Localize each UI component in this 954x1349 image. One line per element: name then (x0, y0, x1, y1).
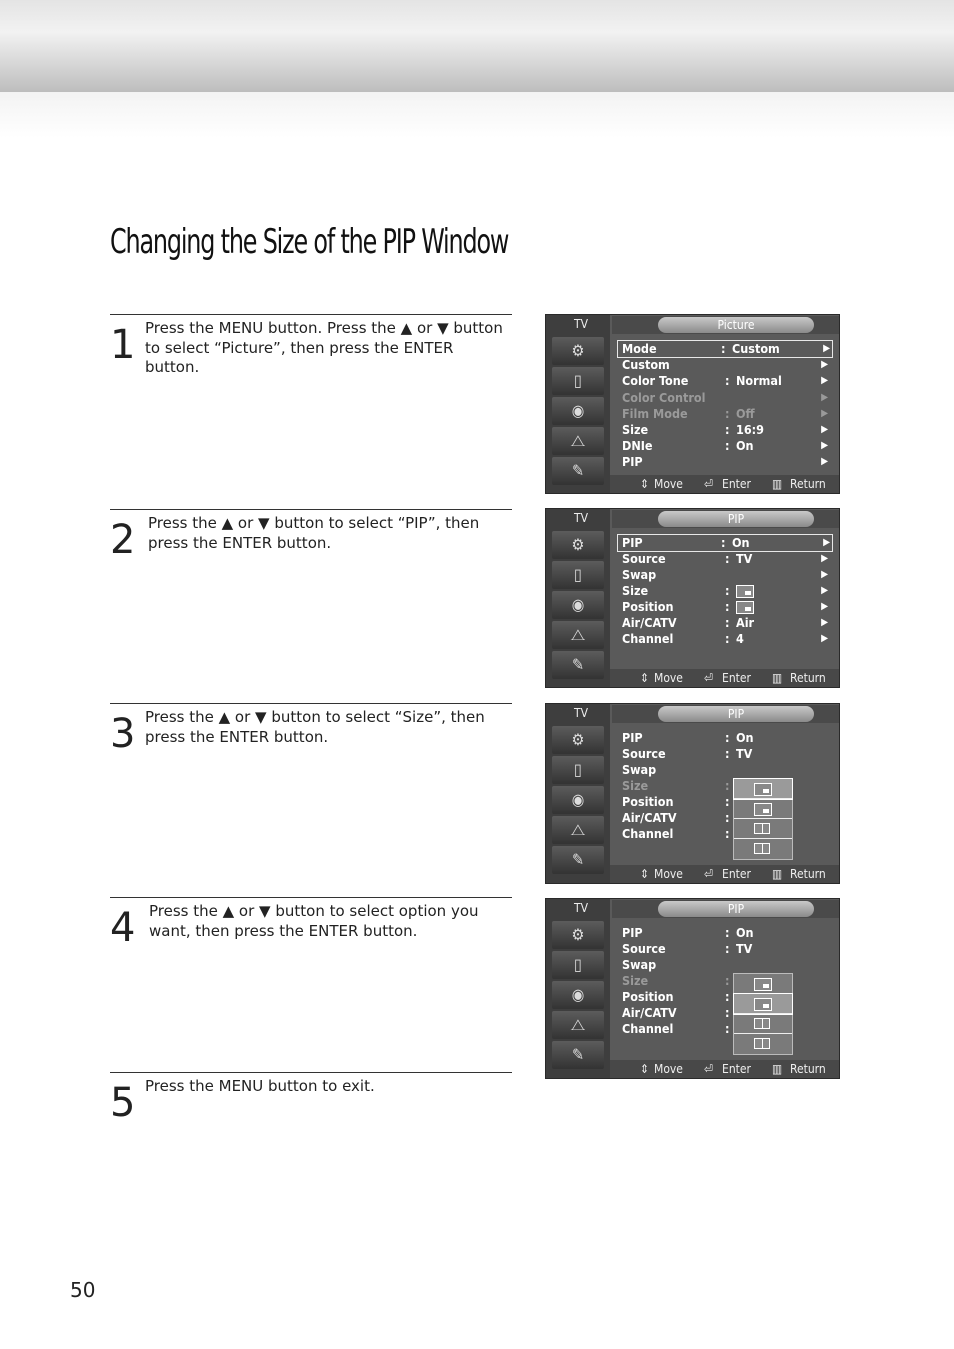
osd-row-label: Custom (622, 357, 670, 372)
pip-size-icon (736, 583, 754, 599)
osd-row-label: PIP (622, 730, 643, 745)
osd-footer-move: Move (654, 867, 683, 881)
channel-icon: ⧍ (552, 816, 604, 844)
osd-row-label: Air/CATV (622, 1005, 677, 1020)
osd-footer-return: Return (790, 867, 826, 881)
osd-row[interactable] (622, 794, 830, 810)
osd-row-value: On (736, 925, 754, 940)
colon: : (725, 1005, 730, 1020)
step-5 (110, 1072, 512, 1133)
sound-icon: ◉ (552, 786, 604, 814)
pip-double-icon (754, 1038, 770, 1049)
pip-large-icon (754, 998, 772, 1011)
osd-footer-enter: Enter (722, 1062, 751, 1076)
picture-icon: ▯ (552, 367, 604, 395)
header-fade (0, 92, 954, 138)
osd-row-label: Position (622, 794, 674, 809)
colon: : (725, 826, 730, 841)
osd-footer-enter: Enter (722, 477, 751, 491)
osd-screen-pip-size (545, 703, 840, 884)
osd-row-label: Mode (622, 341, 657, 356)
osd-row-label: Air/CATV (622, 810, 677, 825)
channel-icon: ⧍ (552, 621, 604, 649)
osd-row[interactable] (622, 357, 830, 373)
osd-row[interactable] (622, 438, 830, 454)
arrow-right-icon: ▶ (821, 601, 828, 612)
osd-footer (610, 865, 839, 883)
colon: : (725, 615, 730, 630)
setup-icon: ✎ (552, 846, 604, 874)
colon: : (725, 373, 730, 388)
step-2 (110, 509, 512, 700)
osd-row[interactable] (622, 631, 830, 647)
colon: : (725, 406, 730, 421)
step-text: Press the MENU button to exit. (145, 1077, 375, 1095)
arrow-right-icon: ▶ (821, 359, 828, 370)
osd-row-label: Swap (622, 957, 657, 972)
osd-row-value: On (732, 535, 750, 550)
pip-large-icon (754, 803, 772, 816)
osd-row-label: Source (622, 941, 666, 956)
osd-footer-enter: Enter (722, 867, 751, 881)
osd-tv-label: TV (574, 511, 588, 525)
colon: : (725, 794, 730, 809)
size-option-double-2[interactable] (734, 839, 792, 859)
sound-icon: ◉ (552, 981, 604, 1009)
colon: : (725, 989, 730, 1004)
step-text: Press the ▲ or ▼ button to select “Size”, then press the ENTER button. (145, 708, 485, 746)
osd-row[interactable] (622, 583, 830, 599)
osd-row-label: Swap (622, 567, 657, 582)
osd-row-label: Size (622, 422, 649, 437)
osd-row[interactable] (622, 925, 830, 941)
osd-title: PIP (658, 706, 814, 722)
osd-row-value: Normal (736, 373, 782, 388)
channel-icon: ⧍ (552, 427, 604, 455)
enter-icon: ⏎ (704, 671, 714, 685)
size-option-double-1[interactable] (734, 819, 792, 839)
osd-row-value: TV (736, 746, 753, 761)
input-icon: ⚙ (552, 531, 604, 559)
size-option-small[interactable] (734, 779, 792, 799)
colon: : (725, 941, 730, 956)
osd-row-label: PIP (622, 535, 643, 550)
arrow-right-icon: ▶ (821, 408, 828, 419)
step-4 (110, 897, 512, 1068)
osd-row[interactable] (622, 973, 830, 989)
osd-row[interactable] (622, 454, 830, 470)
osd-row[interactable] (622, 551, 830, 567)
osd-row[interactable] (622, 599, 830, 615)
osd-row[interactable] (622, 422, 830, 438)
osd-row[interactable] (622, 957, 830, 973)
enter-icon: ⏎ (704, 867, 714, 881)
arrow-right-icon: ▶ (823, 537, 830, 548)
osd-row[interactable] (622, 373, 830, 389)
enter-icon: ⏎ (704, 1062, 714, 1076)
osd-tv-label: TV (574, 317, 588, 331)
osd-row (622, 406, 830, 422)
osd-row-label: DNIe (622, 438, 653, 453)
arrow-right-icon: ▶ (821, 392, 828, 403)
enter-icon: ⏎ (704, 477, 714, 491)
osd-title: PIP (658, 511, 814, 527)
arrow-right-icon: ▶ (821, 440, 828, 451)
channel-icon: ⧍ (552, 1011, 604, 1039)
osd-row-label: PIP (622, 454, 643, 469)
osd-title-bar (612, 510, 839, 528)
page-title: Changing the Size of the PIP Window (110, 222, 509, 262)
osd-footer (610, 475, 839, 493)
osd-row[interactable] (618, 341, 832, 357)
step-number: 5 (110, 1080, 136, 1126)
osd-row[interactable] (622, 810, 830, 826)
pip-position-icon (736, 599, 754, 615)
colon: : (725, 810, 730, 825)
setup-icon: ✎ (552, 457, 604, 485)
step-number: 3 (110, 711, 136, 757)
osd-footer-move: Move (654, 1062, 683, 1076)
osd-row[interactable] (622, 826, 830, 842)
size-options-list (733, 778, 793, 860)
picture-icon: ▯ (552, 561, 604, 589)
setup-icon: ✎ (552, 1041, 604, 1069)
colon: : (721, 341, 726, 356)
step-text: Press the ▲ or ▼ button to select “PIP”, then press the ENTER button. (148, 514, 480, 552)
pip-double-icon (754, 823, 770, 834)
step-number: 1 (110, 322, 136, 368)
osd-row[interactable] (622, 615, 830, 631)
osd-screen-pip (545, 508, 840, 688)
colon: : (725, 778, 730, 793)
osd-row-label: Size (622, 583, 649, 598)
menu-icon: ▥ (772, 867, 783, 881)
colon: : (721, 535, 726, 550)
colon: : (725, 551, 730, 566)
move-icon: ⇕ (640, 1062, 650, 1076)
osd-tv-label: TV (574, 706, 588, 720)
osd-footer-return: Return (790, 1062, 826, 1076)
osd-title-bar (612, 316, 839, 334)
osd-row-label: Channel (622, 1021, 674, 1036)
osd-row-label: Channel (622, 826, 674, 841)
pip-small-icon (754, 978, 772, 991)
header-band (0, 0, 954, 92)
osd-screen-picture (545, 314, 840, 494)
osd-row-label: Source (622, 551, 666, 566)
colon: : (725, 583, 730, 598)
sound-icon: ◉ (552, 397, 604, 425)
osd-row-value: TV (736, 551, 753, 566)
osd-title: PIP (658, 901, 814, 917)
picture-icon: ▯ (552, 756, 604, 784)
osd-title: Picture (658, 317, 814, 333)
osd-row-value: On (736, 730, 754, 745)
osd-row[interactable] (622, 730, 830, 746)
step-text: Press the MENU button. Press the ▲ or ▼ button to select “Picture”, then press the ENTER button. (145, 319, 503, 376)
osd-title-bar (612, 900, 839, 918)
osd-row-label: Size (622, 778, 649, 793)
picture-icon: ▯ (552, 951, 604, 979)
arrow-right-icon: ▶ (821, 633, 828, 644)
step-number: 2 (110, 517, 136, 563)
colon: : (725, 730, 730, 745)
colon: : (725, 438, 730, 453)
arrow-right-icon: ▶ (821, 424, 828, 435)
osd-row-label: Color Control (622, 390, 706, 405)
arrow-right-icon: ▶ (821, 375, 828, 386)
osd-footer-move: Move (654, 477, 683, 491)
colon: : (725, 599, 730, 614)
colon: : (725, 973, 730, 988)
osd-row-label: Color Tone (622, 373, 689, 388)
size-option-double-2[interactable] (734, 1034, 792, 1054)
osd-footer-return: Return (790, 671, 826, 685)
osd-footer-return: Return (790, 477, 826, 491)
menu-icon: ▥ (772, 1062, 783, 1076)
arrow-right-icon: ▶ (821, 585, 828, 596)
arrow-right-icon: ▶ (821, 553, 828, 564)
size-option-large[interactable] (734, 994, 792, 1014)
osd-row-label: Air/CATV (622, 615, 677, 630)
colon: : (725, 631, 730, 646)
arrow-right-icon: ▶ (821, 456, 828, 467)
osd-tv-label: TV (574, 901, 588, 915)
osd-row (622, 390, 830, 406)
step-number: 4 (110, 905, 136, 951)
osd-footer (610, 669, 839, 687)
osd-row-label: PIP (622, 925, 643, 940)
colon: : (725, 746, 730, 761)
menu-icon: ▥ (772, 477, 783, 491)
osd-row-label: Channel (622, 631, 674, 646)
osd-footer (610, 1060, 839, 1078)
osd-row-value: Custom (732, 341, 780, 356)
osd-row-value: TV (736, 941, 753, 956)
osd-row-value: 4 (736, 631, 744, 646)
move-icon: ⇕ (640, 671, 650, 685)
page-number: 50 (70, 1278, 96, 1302)
input-icon: ⚙ (552, 726, 604, 754)
osd-title-bar (612, 705, 839, 723)
step-text: Press the ▲ or ▼ button to select option you want, then press the ENTER button. (149, 902, 479, 940)
menu-icon: ▥ (772, 671, 783, 685)
osd-row-label: Swap (622, 762, 657, 777)
setup-icon: ✎ (552, 651, 604, 679)
osd-row[interactable] (622, 1021, 830, 1037)
size-option-small[interactable] (734, 974, 792, 994)
step-3 (110, 703, 512, 894)
osd-row-label: Position (622, 599, 674, 614)
osd-row-label: Size (622, 973, 649, 988)
osd-row[interactable] (622, 941, 830, 957)
osd-row[interactable] (622, 778, 830, 794)
osd-row-label: Source (622, 746, 666, 761)
osd-screen-pip-size-select (545, 898, 840, 1079)
osd-row-value: Off (736, 406, 755, 421)
colon: : (725, 1021, 730, 1036)
osd-row[interactable] (618, 535, 832, 551)
input-icon: ⚙ (552, 337, 604, 365)
move-icon: ⇕ (640, 867, 650, 881)
osd-row[interactable] (622, 567, 830, 583)
step-1 (110, 314, 512, 505)
osd-row-value: 16:9 (736, 422, 764, 437)
osd-row-value: On (736, 438, 754, 453)
move-icon: ⇕ (640, 477, 650, 491)
size-options-list (733, 973, 793, 1055)
pip-small-icon (754, 783, 772, 796)
input-icon: ⚙ (552, 921, 604, 949)
osd-row[interactable] (622, 1005, 830, 1021)
size-option-double-1[interactable] (734, 1014, 792, 1034)
osd-row[interactable] (622, 762, 830, 778)
arrow-right-icon: ▶ (821, 617, 828, 628)
colon: : (725, 422, 730, 437)
osd-footer-enter: Enter (722, 671, 751, 685)
arrow-right-icon: ▶ (821, 569, 828, 580)
osd-row-label: Film Mode (622, 406, 688, 421)
osd-row[interactable] (622, 989, 830, 1005)
osd-row[interactable] (622, 746, 830, 762)
pip-double-icon (754, 843, 770, 854)
osd-row-value: Air (736, 615, 755, 630)
osd-footer-move: Move (654, 671, 683, 685)
sound-icon: ◉ (552, 591, 604, 619)
pip-double-icon (754, 1018, 770, 1029)
osd-row-label: Position (622, 989, 674, 1004)
arrow-right-icon: ▶ (823, 343, 830, 354)
size-option-large[interactable] (734, 799, 792, 819)
colon: : (725, 925, 730, 940)
